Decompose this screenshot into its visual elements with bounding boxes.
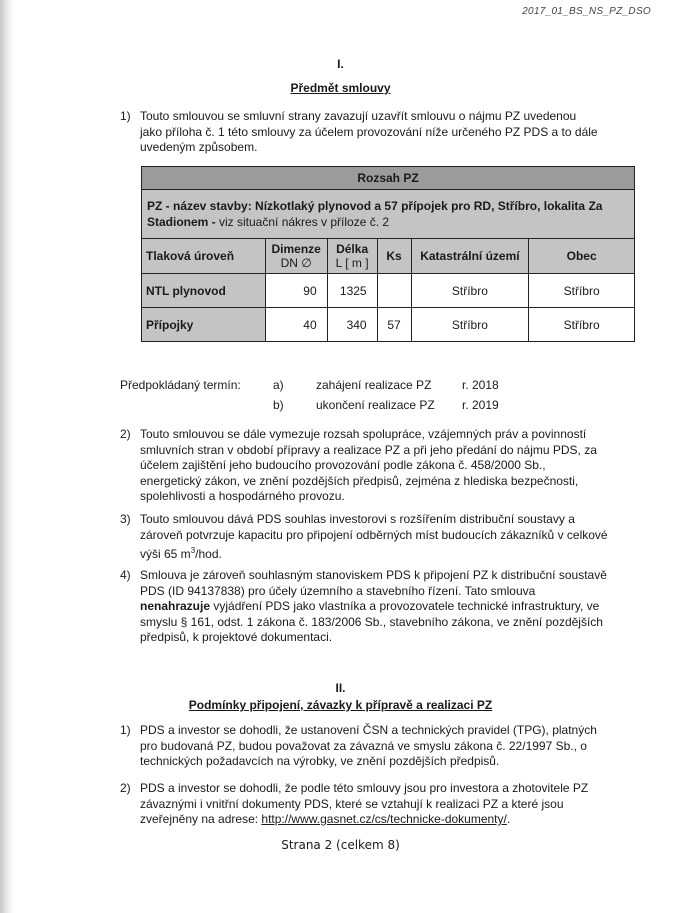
paragraph-number: 1) — [120, 109, 131, 123]
column-header-length-unit: L [ m ] — [335, 256, 369, 270]
term-b-year: r. 2019 — [462, 398, 499, 412]
paragraph-number: 1) — [120, 723, 131, 737]
column-header-count: Ks — [377, 239, 411, 274]
section-1-paragraph-2 — [120, 427, 640, 505]
paragraph-line: Touto smlouvou dává PDS souhlas investorovi s rozšířením distribuční soustavy a — [140, 512, 575, 526]
paragraph-line: PDS a investor se dohodli, že podle této smlouvy jsou pro investora a zhotovitele PZ — [140, 781, 589, 795]
document-code: 2017_01_BS_NS_PZ_DSO — [522, 6, 651, 17]
cell-count: 57 — [377, 308, 411, 342]
paragraph-line — [140, 543, 640, 563]
term-a-letter: a) — [273, 378, 284, 392]
cell-count — [377, 274, 411, 308]
paragraph-number: 2) — [120, 427, 131, 441]
paragraph-line: pro budovaná PZ, budou považovat za závazná ve smyslu zákona č. 22/1997 Sb., o — [140, 738, 587, 753]
table-description-normal: viz situační nákres v příloze č. 2 — [215, 215, 390, 229]
pz-scope-table — [141, 166, 635, 342]
section-2-number: II. — [335, 681, 346, 695]
term-a-year: r. 2018 — [462, 378, 499, 392]
table-description — [142, 190, 635, 239]
page-number: Strana 2 (celkem 8) — [281, 838, 400, 852]
column-header-dimension — [265, 239, 327, 274]
column-header-pressure-level: Tlaková úroveň — [142, 239, 266, 274]
term-a-text: zahájení realizace PZ — [316, 378, 432, 392]
section-2-paragraph-1 — [120, 723, 640, 770]
paragraph-line — [140, 599, 640, 615]
column-header-cadastral-area: Katastrální území — [411, 239, 529, 274]
row-label: NTL plynovod — [142, 274, 266, 308]
paragraph-text: . — [506, 812, 511, 826]
section-2-title: Podmínky připojení, závazky k přípravě a realizaci PZ — [188, 698, 493, 712]
paragraph-text: zveřejněny na adrese: — [140, 812, 262, 826]
paragraph-line: smyslu § 161, odst. 1 zákona č. 183/2006 Sb., stavebního zákona, ve znění pozdějších — [140, 614, 603, 629]
cell-dimension: 90 — [265, 274, 327, 308]
section-2-paragraph-2 — [120, 781, 640, 828]
paragraph-line: PDS (ID 94137838) pro účely územního a stavebního řízení. Tato smlouva — [140, 583, 536, 598]
column-header-dimension-unit: DN ∅ — [280, 256, 312, 270]
section-1-title: Předmět smlouvy — [290, 81, 391, 95]
capacity-exponent: 3 — [190, 546, 196, 555]
paragraph-line: energetický zákon, ve znění pozdějších předpisů, zejména z hlediska bezpečnosti, — [140, 473, 579, 488]
term-b-letter: b) — [273, 398, 284, 412]
paragraph-line: zároveň potvrzuje kapacitu pro připojení odběrných míst budoucích zákazníků v celkové — [140, 527, 608, 542]
cell-cadastral-area: Stříbro — [411, 274, 529, 308]
row-label: Přípojky — [142, 308, 266, 342]
table-row — [142, 274, 635, 308]
emphasis-not-replace: nenahrazuje — [140, 599, 211, 613]
paragraph-line: jako příloha č. 1 této smlouvy za účelem provozování níže určeného PZ PDS a to dále — [140, 124, 598, 139]
paragraph-line: technických požadavcích na výrobky, ve znění pozdějších předpisů. — [140, 754, 500, 768]
paragraph-line: závaznými i vnitřní dokumenty PDS, které se vztahují k realizaci PZ a které jsou — [140, 796, 564, 811]
capacity-text: výši 65 m — [140, 547, 191, 561]
cell-cadastral-area: Stříbro — [411, 308, 529, 342]
paragraph-line: Touto smlouvou se dále vymezuje rozsah spolupráce, vzájemných práv a povinností — [140, 427, 587, 441]
cell-length: 340 — [327, 308, 377, 342]
term-b-text: ukončení realizace PZ — [316, 398, 435, 412]
table-row — [142, 308, 635, 342]
section-1-paragraph-1 — [120, 109, 640, 156]
paragraph-line: účelem zajištění jeho budoucího provozování podle zákona č. 458/2000 Sb., — [140, 458, 546, 472]
term-label: Předpokládaný termín: — [120, 378, 241, 392]
paragraph-line: PDS a investor se dohodli, že ustanovení ČSN a technických pravidel (TPG), platných — [140, 723, 597, 737]
scan-edge-shadow — [0, 0, 14, 913]
column-header-length-label: Délka — [336, 242, 369, 256]
paragraph-line: Smlouva je zároveň souhlasným stanoviskem PDS k připojení PZ k distribuční soustavě — [140, 568, 607, 582]
paragraph-number: 3) — [120, 512, 131, 526]
paragraph-line: předpisů, k projektové dokumentaci. — [140, 630, 333, 644]
cell-municipality: Stříbro — [529, 308, 635, 342]
section-1-paragraph-4 — [120, 568, 640, 646]
table-header: Rozsah PZ — [142, 167, 635, 190]
section-1-paragraph-3 — [120, 512, 640, 563]
table-description-bold: PZ - název stavby: Nízkotlaký plynovod a 57 přípojek pro RD, Stříbro, lokalita Za Stadionem - — [147, 199, 603, 229]
column-header-length — [327, 239, 377, 274]
capacity-unit: /hod. — [195, 547, 222, 561]
paragraph-number: 2) — [120, 781, 131, 795]
paragraph-line: spolehlivosti a hospodárného provozu. — [140, 489, 345, 503]
technical-documents-link[interactable]: http://www.gasnet.cz/cs/technicke-dokumenty/ — [261, 812, 507, 826]
column-header-municipality: Obec — [529, 239, 635, 274]
cell-municipality: Stříbro — [529, 274, 635, 308]
cell-dimension: 40 — [265, 308, 327, 342]
paragraph-line: smluvních stran v období přípravy a realizace PZ a při jeho předání do nájmu PDS, za — [140, 442, 597, 457]
paragraph-text: vyjádření PDS jako vlastníka a provozovatele technické infrastruktury, ve — [210, 599, 600, 613]
column-header-dimension-label: Dimenze — [271, 242, 321, 256]
cell-length: 1325 — [327, 274, 377, 308]
paragraph-line: uvedeným způsobem. — [140, 140, 258, 154]
paragraph-line — [140, 812, 640, 828]
section-1-number: I. — [337, 57, 344, 71]
paragraph-number: 4) — [120, 568, 131, 582]
paragraph-line: Touto smlouvou se smluvní strany zavazují uzavřít smlouvu o nájmu PZ uvedenou — [140, 109, 577, 123]
